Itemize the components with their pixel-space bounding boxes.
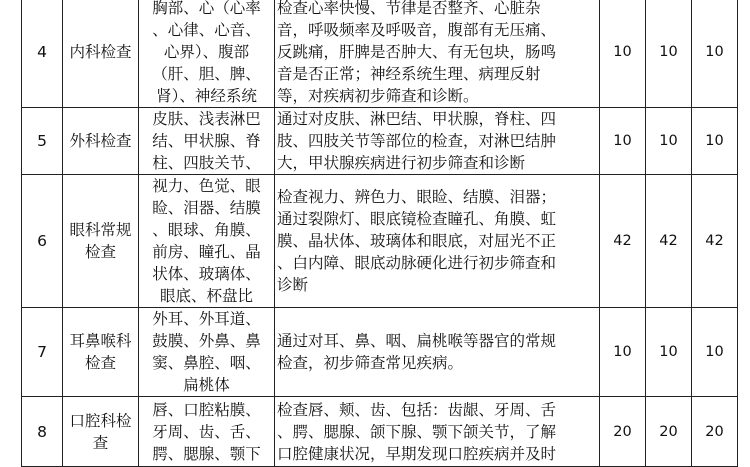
content-line: 窦、鼻腔、咽、 bbox=[152, 354, 261, 372]
item-number-cell: 4 bbox=[22, 0, 63, 108]
name-line: 眼科常规 bbox=[69, 221, 132, 239]
item-name-cell bbox=[63, 0, 139, 108]
content-line: 皮肤、浅表淋巴 bbox=[152, 110, 261, 128]
content-line: 扁桃体 bbox=[183, 376, 230, 394]
item-number-cell: 6 bbox=[22, 175, 63, 308]
name-line: 口腔科检 bbox=[69, 411, 132, 430]
desc-line: 口腔健康状况，早期发现口腔疾病并及时 bbox=[277, 444, 557, 463]
content-line: 心界）、腹部 bbox=[163, 43, 250, 61]
price-cell: 10 bbox=[600, 0, 646, 108]
content-line: 眼底、杯盘比 bbox=[159, 287, 253, 305]
content-line: 胸部、心（心率 bbox=[152, 0, 261, 17]
item-number-cell: 5 bbox=[22, 108, 63, 175]
content-line: 视力、色觉、眼 bbox=[152, 177, 261, 195]
desc-line: 肢、四肢关节等部位的检查，对淋巴结肿 bbox=[277, 132, 557, 150]
exam-items-table bbox=[21, 0, 738, 467]
desc-line: 通过对耳、鼻、咽、扁桃喉等器官的常规 bbox=[277, 332, 557, 350]
content-line: 睑、泪器、结膜 bbox=[152, 199, 261, 217]
desc-line: 检查视力、辨色力、眼睑、结膜、泪器； bbox=[277, 188, 557, 206]
desc-line: 反跳痛，肝脾是否肿大、有无包块，肠鸣 bbox=[277, 43, 557, 61]
item-name-cell bbox=[63, 175, 139, 308]
content-line: 状体、玻璃体、 bbox=[152, 265, 261, 283]
desc-line: 检查心率快慢、节律是否整齐、心脏杂 bbox=[277, 0, 541, 17]
desc-line: 检查唇、颊、齿、包括：齿龈、牙周、舌 bbox=[277, 400, 557, 419]
price-cell: 10 bbox=[646, 108, 692, 175]
name-line: 检查 bbox=[84, 243, 116, 261]
content-line: 肾）、神经系统 bbox=[156, 87, 257, 105]
table-row bbox=[22, 308, 738, 397]
content-line: 前房、瞳孔、晶 bbox=[152, 243, 261, 261]
content-line: 外耳、外耳道、 bbox=[152, 310, 261, 328]
table-row bbox=[22, 0, 738, 108]
desc-line: 诊断 bbox=[277, 276, 309, 294]
desc-line: 大，甲状腺疾病进行初步筛查和诊断 bbox=[277, 154, 526, 172]
item-name-cell bbox=[63, 308, 139, 397]
content-line: 鼓膜、外鼻、鼻 bbox=[152, 332, 261, 350]
name-line: 外科检查 bbox=[69, 132, 132, 150]
desc-line: 、腭、腮腺、颌下腺、颚下颌关节，了解 bbox=[277, 422, 557, 441]
price-cell: 10 bbox=[692, 108, 738, 175]
price-cell: 20 bbox=[692, 397, 738, 467]
desc-line: 音，呼吸频率及呼吸音，腹部有无压痛、 bbox=[277, 21, 557, 39]
content-line: 、眼球、角膜、 bbox=[152, 221, 261, 239]
price-cell: 42 bbox=[692, 175, 738, 308]
price-cell: 20 bbox=[600, 397, 646, 467]
desc-line: 、白内障、眼底动脉硬化进行初步筛查和 bbox=[277, 254, 557, 272]
item-number-cell: 8 bbox=[22, 397, 63, 467]
content-line: 、心律、心音、 bbox=[152, 21, 261, 39]
content-line: 柱、四肢关节、 bbox=[152, 154, 261, 172]
table-row bbox=[22, 175, 738, 308]
name-line: 内科检查 bbox=[69, 43, 132, 61]
desc-line: 等，对疾病初步筛查和诊断。 bbox=[277, 87, 479, 105]
content-line: （肝、胆、脾、 bbox=[152, 65, 261, 83]
desc-line: 通过对皮肤、淋巴结、甲状腺，脊柱、四 bbox=[277, 110, 557, 128]
name-line: 查 bbox=[92, 433, 109, 452]
table-row bbox=[22, 397, 738, 467]
item-content-cell bbox=[139, 175, 275, 308]
price-cell: 42 bbox=[646, 175, 692, 308]
item-description-cell bbox=[275, 308, 600, 397]
item-content-cell bbox=[139, 397, 275, 467]
item-name-cell bbox=[63, 108, 139, 175]
content-line: 腭、腮腺、颚下 bbox=[152, 444, 261, 463]
item-content-cell bbox=[139, 308, 275, 397]
table-row bbox=[22, 108, 738, 175]
item-name-cell bbox=[63, 397, 139, 467]
price-cell: 20 bbox=[646, 397, 692, 467]
price-cell: 10 bbox=[600, 308, 646, 397]
price-cell: 10 bbox=[692, 0, 738, 108]
desc-line: 通过裂隙灯、眼底镜检查瞳孔、角膜、虹 bbox=[277, 210, 557, 228]
item-description-cell bbox=[275, 175, 600, 308]
content-line: 结、甲状腺、脊 bbox=[152, 132, 261, 150]
price-cell: 10 bbox=[600, 108, 646, 175]
content-line: 唇、口腔粘膜、 bbox=[152, 400, 261, 419]
item-number-cell: 7 bbox=[22, 308, 63, 397]
item-content-cell bbox=[139, 0, 275, 108]
content-line: 牙周、齿、舌、 bbox=[152, 422, 261, 441]
name-line: 耳鼻喉科 bbox=[69, 332, 132, 350]
price-cell: 10 bbox=[646, 308, 692, 397]
desc-line: 音是否正常；神经系统生理、病理反射 bbox=[277, 65, 541, 83]
price-cell: 10 bbox=[646, 0, 692, 108]
item-description-cell bbox=[275, 397, 600, 467]
item-content-cell bbox=[139, 108, 275, 175]
item-description-cell bbox=[275, 108, 600, 175]
name-line: 检查 bbox=[84, 354, 116, 372]
desc-line: 膜、晶状体、玻璃体和眼底，对屈光不正 bbox=[277, 232, 557, 250]
price-cell: 10 bbox=[692, 308, 738, 397]
item-description-cell bbox=[275, 0, 600, 108]
price-cell: 42 bbox=[600, 175, 646, 308]
desc-line: 检查，初步筛查常见疾病。 bbox=[277, 354, 464, 372]
